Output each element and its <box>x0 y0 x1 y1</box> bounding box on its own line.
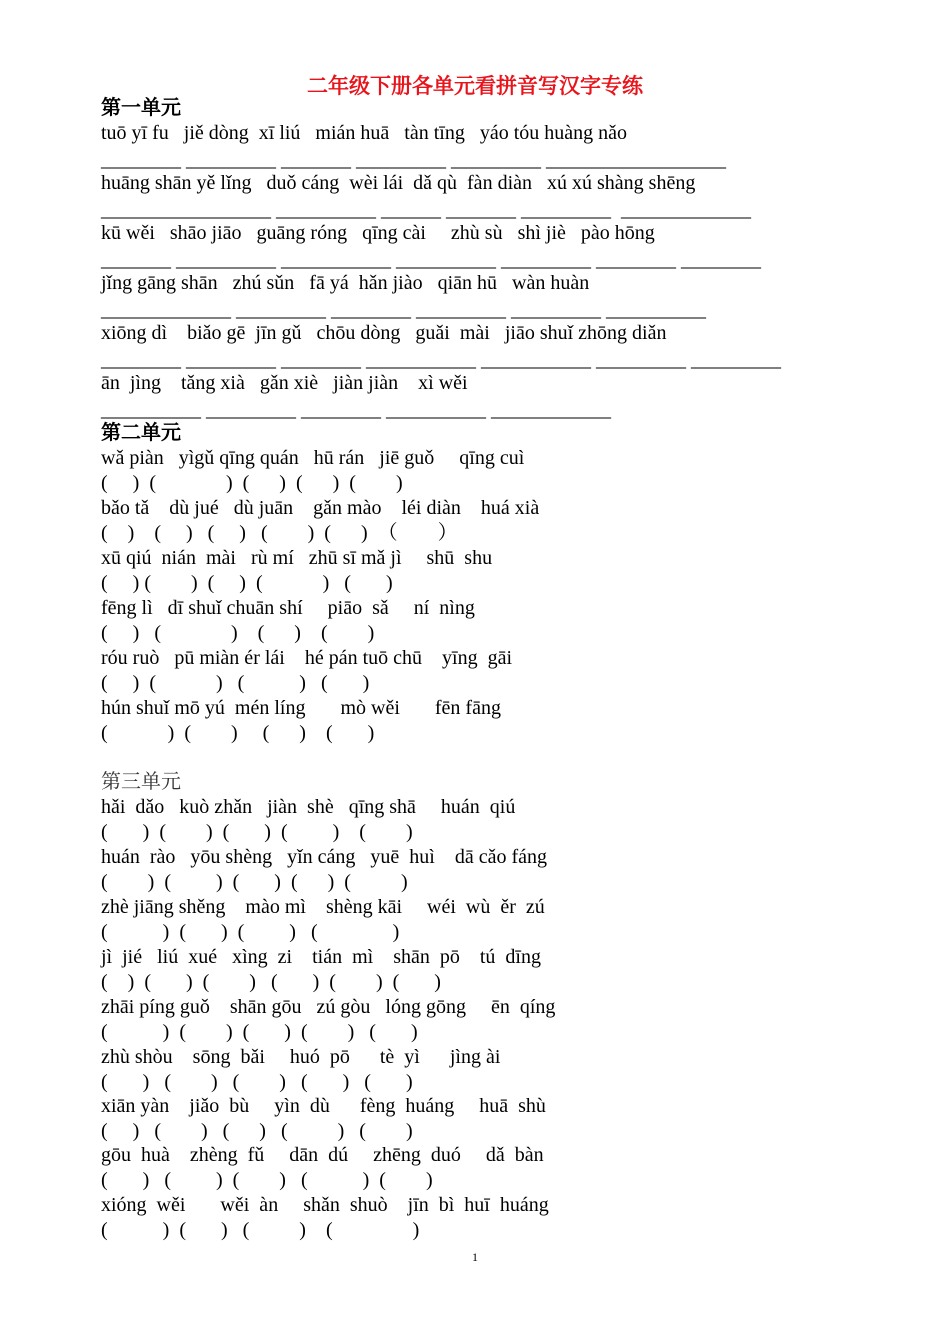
unit-2-pinyin-line: fēng lì dī shuǐ chuān shí piāo sǎ ní nìng <box>101 597 475 619</box>
unit-3-pinyin-line: zhù shòu sōng bǎi huó pō tè yì jìng ài <box>101 1046 501 1068</box>
unit-3-pinyin-line: hǎi dǎo kuò zhǎn jiàn shè qīng shā huán qiú <box>101 796 516 818</box>
unit-2-answer-brackets: ( ) ( ) ( ) ( ) <box>101 722 375 744</box>
unit-3-answer-brackets: ( ) ( ) ( ) ( ) ( ) ( ) <box>101 971 441 993</box>
unit-2-answer-brackets: ( ) ( ) ( ) ( ) <box>101 622 375 644</box>
unit-2-answer-brackets: ( ) ( ) ( ) ( ) ( ) （ ） <box>101 522 458 544</box>
unit-1-answer-blanks: _________________ __________ ______ _______ _________ _____________ <box>101 199 751 221</box>
unit-2-pinyin-line: xū qiú nián mài rù mí zhū sī mǎ jì shū shu <box>101 547 493 569</box>
unit-1-pinyin-line: kū wěi shāo jiāo guāng róng qīng cài zhù sù shì jiè pào hōng <box>101 222 655 244</box>
worksheet-title: 二年级下册各单元看拼音写汉字专练 <box>307 74 643 98</box>
unit-1-heading: 第一单元 <box>101 97 181 119</box>
unit-1-answer-blanks: __________ _________ ________ __________ ____________ <box>101 399 611 421</box>
unit-3-pinyin-line: xióng wěi wěi àn shǎn shuò jīn bì huī huáng <box>101 1194 549 1216</box>
unit-3-heading: 第三单元 <box>101 771 181 793</box>
unit-2-answer-brackets: ( ) ( ) ( ) ( ) ( ) <box>101 472 403 494</box>
unit-1-pinyin-line: xiōng dì biǎo gē jīn gǔ chōu dòng guǎi mài jiāo shuǐ zhōng diǎn <box>101 322 667 344</box>
unit-3-answer-brackets: ( ) ( ) ( ) ( ) ( ) <box>101 1071 413 1093</box>
unit-3-answer-brackets: ( ) ( ) ( ) ( ) ( ) <box>101 821 413 843</box>
unit-3-answer-brackets: ( ) ( ) ( ) ( ) ( ) <box>101 1169 433 1191</box>
unit-3-pinyin-line: xiān yàn jiǎo bù yìn dù fèng huáng huā shù <box>101 1095 546 1117</box>
unit-1-answer-blanks: _______ __________ ___________ __________ _________ ________ ________ <box>101 249 761 271</box>
unit-2-pinyin-line: hún shuǐ mō yú mén líng mò wěi fēn fāng <box>101 697 501 719</box>
unit-3-pinyin-line: huán rào yōu shèng yǐn cáng yuē huì dā cǎo fáng <box>101 846 547 868</box>
unit-3-pinyin-line: gōu huà zhèng fǔ dān dú zhēng duó dǎ bàn <box>101 1144 544 1166</box>
page-number: 1 <box>472 1250 478 1264</box>
unit-2-pinyin-line: wǎ piàn yìgǔ qīng quán hū rán jiē guǒ qīng cuì <box>101 447 525 469</box>
unit-3-pinyin-line: jì jié liú xué xìng zi tián mì shān pō tú dīng <box>101 946 541 968</box>
unit-2-pinyin-line: róu ruò pū miàn ér lái hé pán tuō chū yīng gāi <box>101 647 513 669</box>
unit-2-pinyin-line: bǎo tǎ dù jué dù juān gǎn mào léi diàn huá xià <box>101 497 540 519</box>
unit-1-pinyin-line: jǐng gāng shān zhú sǔn fā yá hǎn jiào qiān hū wàn huàn <box>101 272 590 294</box>
unit-2-answer-brackets: ( ) ( ) ( ) ( ) <box>101 672 370 694</box>
unit-1-pinyin-line: ān jìng tǎng xià gǎn xiè jiàn jiàn xì wěi <box>101 372 468 394</box>
unit-1-answer-blanks: ________ _________ _______ _________ _________ __________________ <box>101 149 726 171</box>
unit-3-pinyin-line: zhāi píng guǒ shān gōu zú gòu lóng gōng ēn qíng <box>101 996 556 1018</box>
unit-1-answer-blanks: ________ _________ ________ ___________ ___________ _________ _________ <box>101 349 781 371</box>
unit-2-answer-brackets: ( ) ( ) ( ) ( ) ( ) <box>101 572 393 594</box>
unit-1-answer-blanks: _____________ _________ ________ _________ _________ __________ <box>101 299 706 321</box>
unit-3-answer-brackets: ( ) ( ) ( ) ( ) <box>101 921 400 943</box>
unit-1-pinyin-line: tuō yī fu jiě dòng xī liú mián huā tàn tīng yáo tóu huàng nǎo <box>101 122 628 144</box>
unit-3-pinyin-line: zhè jiāng shěng mào mì shèng kāi wéi wù ěr zú <box>101 896 545 918</box>
unit-3-answer-brackets: ( ) ( ) ( ) ( ) <box>101 1219 420 1241</box>
unit-2-heading: 第二单元 <box>101 422 181 444</box>
unit-3-answer-brackets: ( ) ( ) ( ) ( ) ( ) <box>101 1120 413 1142</box>
unit-3-answer-brackets: ( ) ( ) ( ) ( ) ( ) <box>101 1021 418 1043</box>
unit-1-pinyin-line: huāng shān yě lǐng duǒ cáng wèi lái dǎ qù fàn diàn xú xú shàng shēng <box>101 172 696 194</box>
unit-3-answer-brackets: ( ) ( ) ( ) ( ) ( ) <box>101 871 408 893</box>
